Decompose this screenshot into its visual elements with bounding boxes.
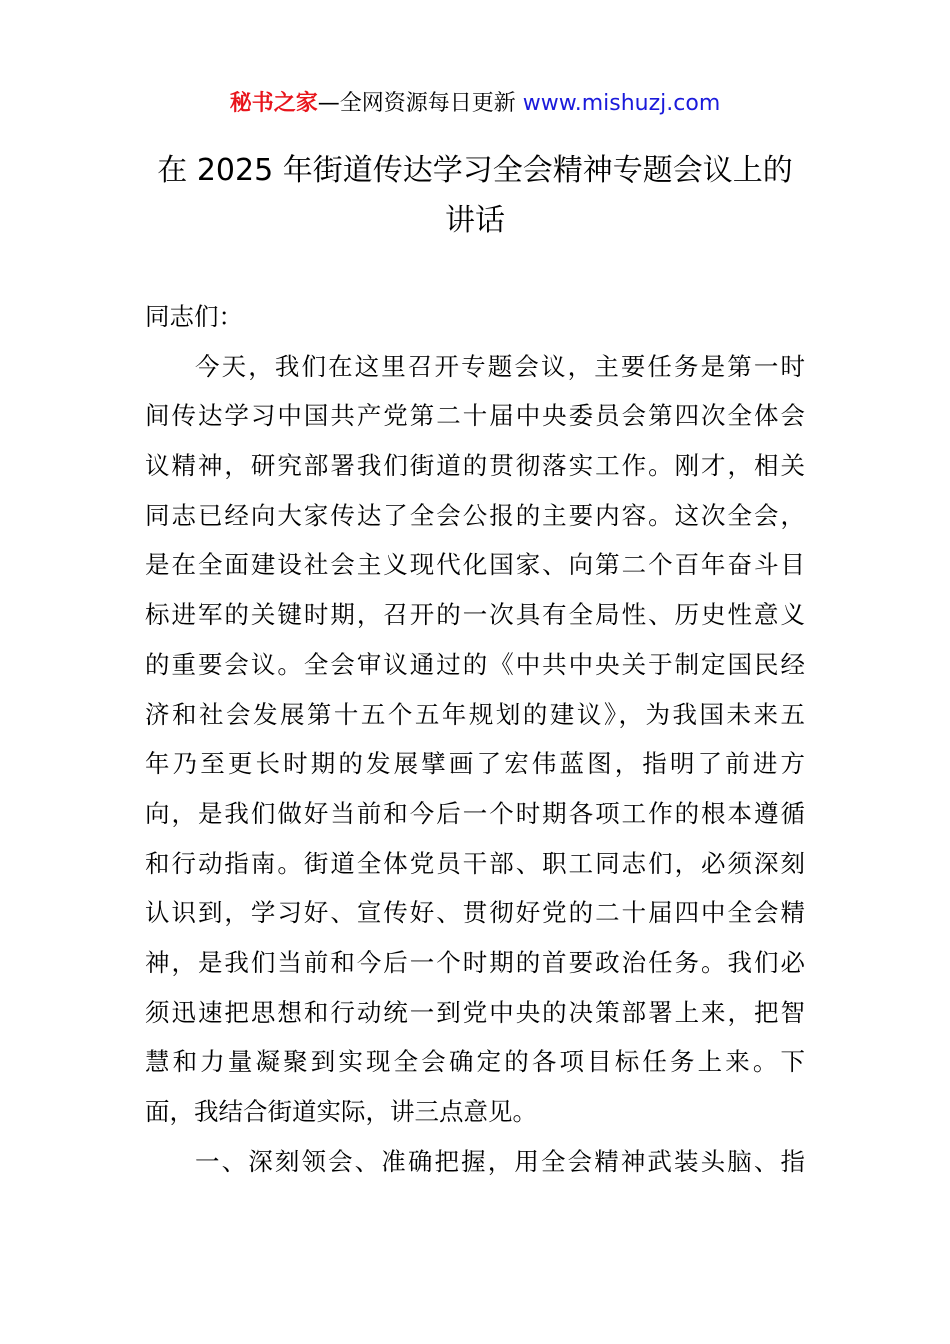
title-line-2: 讲话 (445, 203, 505, 238)
paragraph-line: 神，是我们当前和今后一个时期的首要政治任务。我们必 (145, 947, 805, 977)
site-header (0, 88, 950, 120)
paragraph-line: 的重要会议。全会审议通过的《中共中央关于制定国民经 (145, 649, 805, 679)
paragraph-line: 年乃至更长时期的发展擘画了宏伟蓝图，指明了前进方 (145, 749, 805, 779)
paragraph-line: 和行动指南。街道全体党员干部、职工同志们，必须深刻 (145, 848, 805, 878)
document-body (145, 292, 805, 1186)
title-line-1: 在 2025 年街道传达学习全会精神专题会议上的 (157, 153, 793, 188)
paragraph-line: 面，我结合街道实际，讲三点意见。 (145, 1097, 537, 1126)
paragraph-line: 慧和力量凝聚到实现全会确定的各项目标任务上来。下 (145, 1047, 805, 1077)
header-tagline: —全网资源每日更新 (317, 91, 523, 116)
paragraph-line: 间传达学习中国共产党第二十届中央委员会第四次全体会 (145, 401, 805, 431)
brand-name: 秘书之家 (229, 91, 318, 116)
paragraph-line: 向，是我们做好当前和今后一个时期各项工作的根本遵循 (145, 798, 805, 828)
salutation: 同志们： (145, 302, 243, 331)
paragraph-line: 议精神，研究部署我们街道的贯彻落实工作。刚才，相关 (145, 451, 805, 481)
site-link[interactable]: www.mishuzj.com (522, 91, 721, 116)
paragraph-line: 同志已经向大家传达了全会公报的主要内容。这次全会， (145, 500, 805, 530)
paragraph-line: 须迅速把思想和行动统一到党中央的决策部署上来，把智 (145, 997, 805, 1027)
paragraph-line: 今天，我们在这里召开专题会议，主要任务是第一时 (195, 351, 805, 381)
paragraph-line: 标进军的关键时期，召开的一次具有全局性、历史性意义 (145, 600, 805, 630)
paragraph-1 (145, 342, 805, 1137)
section-heading-1: 一、深刻领会、准确把握，用全会精神武装头脑、指 (195, 1146, 805, 1176)
paragraph-line: 济和社会发展第十五个五年规划的建议》，为我国未来五 (145, 699, 805, 729)
paragraph-line: 是在全面建设社会主义现代化国家、向第二个百年奋斗目 (145, 550, 805, 580)
paragraph-line: 认识到，学习好、宣传好、贯彻好党的二十届四中全会精 (145, 898, 805, 928)
document-title (120, 146, 830, 246)
